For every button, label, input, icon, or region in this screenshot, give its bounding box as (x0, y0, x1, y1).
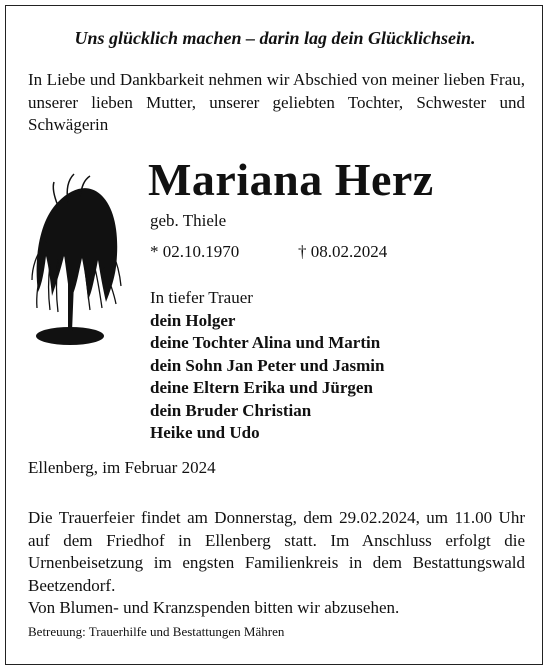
deceased-name: Mariana Herz (148, 154, 434, 205)
death-date: † 08.02.2024 (298, 242, 388, 261)
mourners-intro: In tiefer Trauer (150, 288, 253, 307)
service-text: Die Trauerfeier findet am Donnerstag, dem 29.02.2024, um 11.00 Uhr auf dem Friedhof in Ellenberg statt. Im Anschluss erfolgt die Urnenbeisetzung im engsten Familienkreis in dem Bestattungswald Beetzendorf. (28, 508, 525, 595)
place-and-date: Ellenberg, im Februar 2024 (28, 458, 216, 477)
mourner-line: dein Holger (150, 310, 236, 330)
flowers-note: Von Blumen- und Kranzspenden bitten wir abzusehen. (28, 598, 400, 617)
birth-date: * 02.10.1970 (150, 242, 240, 261)
motto: Uns glücklich machen – darin lag dein Glücklichsein. (74, 28, 476, 48)
mourner-line: Heike und Udo (150, 423, 260, 442)
mourner-line: dein Bruder Christian (150, 400, 312, 420)
mourners-list (150, 287, 384, 445)
weeping-willow-icon (28, 172, 128, 352)
mourner-line: deine Eltern Erika und Jürgen (150, 378, 373, 397)
mourner-line: deine Tochter Alina und Martin (150, 333, 381, 352)
birth-name: geb. Thiele (150, 211, 227, 230)
mourner-line: dein Sohn Jan Peter und Jasmin (150, 355, 385, 375)
intro-text: In Liebe und Dankbarkeit nehmen wir Abschied von meiner lieben Frau, unserer lieben Mutter, unserer geliebten Tochter, Schwester und Schwägerin (28, 70, 525, 134)
funeral-home-credit: Betreuung: Trauerhilfe und Bestattungen Mähren (28, 624, 285, 639)
service-info (28, 507, 525, 620)
